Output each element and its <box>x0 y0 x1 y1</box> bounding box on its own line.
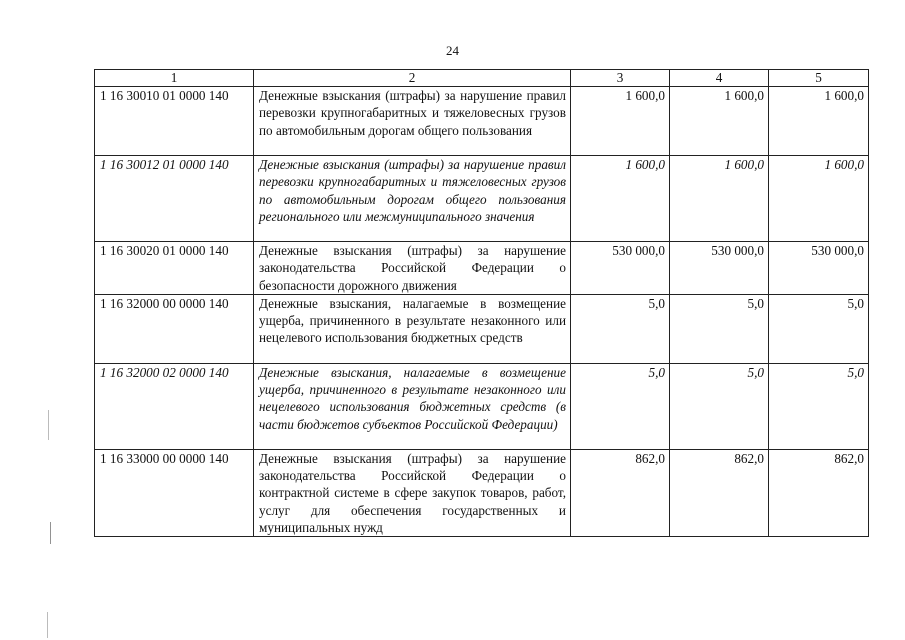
row-code: 1 16 32000 00 0000 140 <box>95 294 254 363</box>
row-value-col3: 1 600,0 <box>571 156 670 242</box>
row-description: Денежные взыскания, налагаемые в возмещение ущерба, причиненного в результате незаконного или нецелевого использования бюджетных средств <box>254 294 571 363</box>
row-code: 1 16 32000 02 0000 140 <box>95 363 254 449</box>
row-code: 1 16 30010 01 0000 140 <box>95 87 254 156</box>
row-description: Денежные взыскания (штрафы) за нарушение правил перевозки крупногабаритных и тяжеловесных грузов по автомобильным дорогам общего пользования <box>254 87 571 156</box>
budget-table <box>94 69 869 537</box>
row-value-col5: 1 600,0 <box>769 87 869 156</box>
row-value-col4: 530 000,0 <box>670 242 769 295</box>
row-code: 1 16 33000 00 0000 140 <box>95 449 254 536</box>
scan-mark <box>50 522 51 544</box>
row-description: Денежные взыскания, налагаемые в возмещение ущерба, причиненного в результате незаконного или нецелевого использования бюджетных средств (в части бюджетов субъектов Российской Федерации) <box>254 363 571 449</box>
row-code: 1 16 30012 01 0000 140 <box>95 156 254 242</box>
row-value-col5: 530 000,0 <box>769 242 869 295</box>
row-value-col4: 1 600,0 <box>670 156 769 242</box>
table-row <box>95 363 869 449</box>
row-value-col5: 5,0 <box>769 294 869 363</box>
row-description: Денежные взыскания (штрафы) за нарушение законодательства Российской Федерации о контрактной системе в сфере закупок товаров, работ, услуг для обеспечения государственных и муниципальных нужд <box>254 449 571 536</box>
row-value-col5: 862,0 <box>769 449 869 536</box>
row-value-col3: 5,0 <box>571 363 670 449</box>
column-header-5: 5 <box>769 70 869 87</box>
row-value-col4: 5,0 <box>670 363 769 449</box>
row-value-col5: 1 600,0 <box>769 156 869 242</box>
row-value-col4: 1 600,0 <box>670 87 769 156</box>
row-value-col3: 530 000,0 <box>571 242 670 295</box>
row-value-col3: 5,0 <box>571 294 670 363</box>
scan-mark <box>48 410 49 440</box>
row-value-col3: 862,0 <box>571 449 670 536</box>
column-header-4: 4 <box>670 70 769 87</box>
row-value-col5: 5,0 <box>769 363 869 449</box>
row-value-col3: 1 600,0 <box>571 87 670 156</box>
table-row <box>95 156 869 242</box>
row-description: Денежные взыскания (штрафы) за нарушение законодательства Российской Федерации о безопасности дорожного движения <box>254 242 571 295</box>
row-description: Денежные взыскания (штрафы) за нарушение правил перевозки крупногабаритных и тяжеловесных грузов по автомобильным дорогам общего пользования регионального или межмуниципального значения <box>254 156 571 242</box>
row-code: 1 16 30020 01 0000 140 <box>95 242 254 295</box>
scan-mark <box>47 612 48 638</box>
page-number: 24 <box>446 43 459 58</box>
column-header-2: 2 <box>254 70 571 87</box>
table-row <box>95 87 869 156</box>
row-value-col4: 862,0 <box>670 449 769 536</box>
column-header-3: 3 <box>571 70 670 87</box>
table-row <box>95 449 869 536</box>
column-header-1: 1 <box>95 70 254 87</box>
row-value-col4: 5,0 <box>670 294 769 363</box>
table-row <box>95 294 869 363</box>
table-row <box>95 242 869 295</box>
table-header-row <box>95 70 869 87</box>
